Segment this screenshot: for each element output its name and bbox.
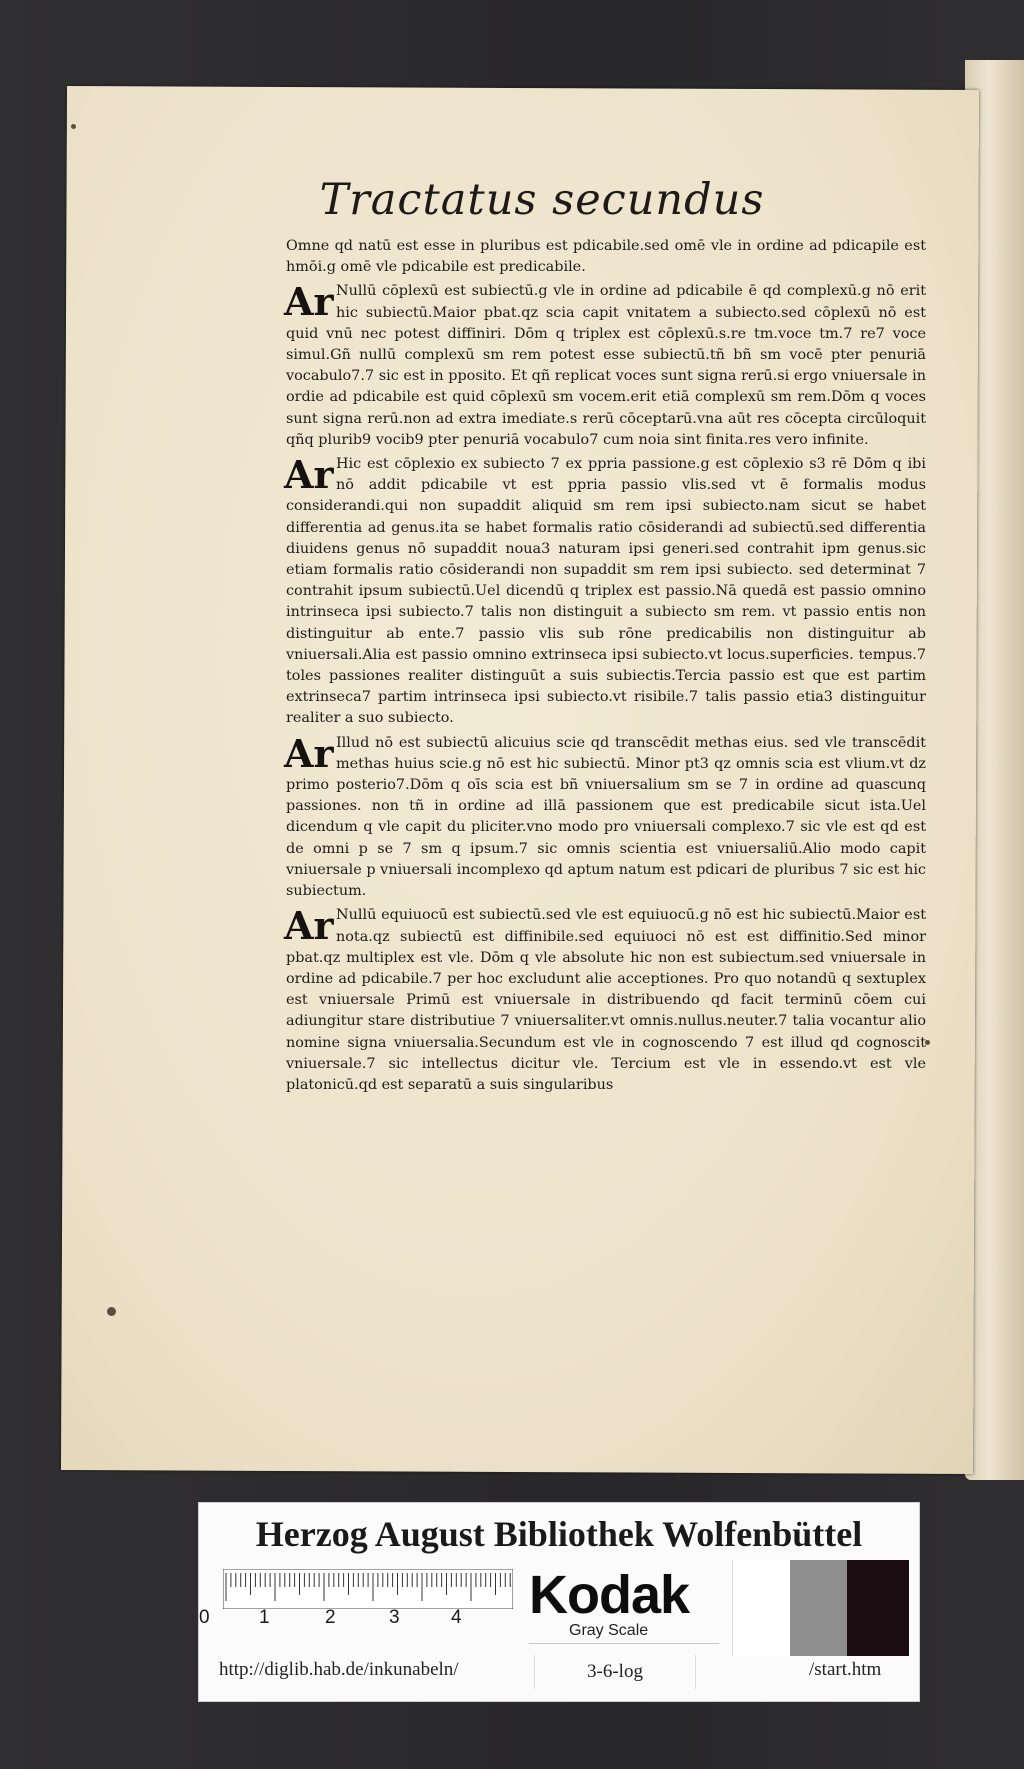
ruler-labels	[199, 1607, 489, 1631]
scale-ruler	[223, 1569, 513, 1609]
paragraph-initial: Ar	[284, 903, 334, 949]
ruler-label: 4	[451, 1607, 462, 1628]
paragraph-initial: Ar	[284, 452, 334, 498]
paragraph-text: Illud nō est subiectū alicuius scie qd transcēdit methas eius. sed vle transcēdit methas huius scie.g nō est hic subiectū. Minor pt3 qz omnis scia est vlium.vt dz primo posterio7.Dōm q oīs scia est bñ vniuersalium sm se 7 in ordine ad quascunq passiones. non tñ in ordine ad illā passionem que est predicabile sicut ista.Uel dicendum q vle capit du pliciter.vno modo pro vniuersali complexo.7 sic vle est qd est de omni p se 7 sm q ipsum.7 sic omnis scientia est vniuersaliū.Alio modo capit vniuersale p vniuersali incomplexo qd aptum natum est pdicari de pluribus 7 sic est hic subiectum.	[286, 734, 926, 900]
library-name: Herzog August Bibliothek Wolfenbüttel	[255, 1514, 863, 1554]
paragraph	[286, 236, 926, 278]
url-prefix: http://diglib.hab.de/inkunabeln/	[219, 1659, 459, 1680]
ruler-label: 0	[199, 1607, 210, 1628]
paragraph-text: Nullū equiuocū est subiectū.sed vle est equiuocū.g nō est hic subiectū.Maior est nota.qz subiectū est diffinibile.sed equiuoci nō est est diffinitio.Sed minor pbat.qz multiplex est vle. Dōm q vle absolute hic non est subiectum.sed vniuersale in ordine ad pdicabile.7 per hoc excludunt alie acceptiones. Pro quo notandū q sextuplex est vniuersale Primū est vniuersale in distribuendo qd facit terminū cōem cui adiungitur stare distributiue 7 vniuersaliter.vt omnis.nullus.neuter.7 talia vocantur alio nomine signa vniuersalia.Secundum est vle in cognoscendo 7 est illud qd cognoscit vniuersale.7 sic intellectus dicitur vle. Tercium est vle in essendo.vt est vle platonicū.qd est separatū a suis singularibus	[286, 907, 926, 1093]
paragraph-text: Nullū cōplexū est subiectū.g vle in ordine ad pdicabile ē qd complexū.g nō erit hic subiectū.Maior pbat.qz scia capit vnitatem a subiecto.sed cōplexū nō est quid vnū nec potest diffiniri. Dōm q triplex est cōplexū.s.re tm.voce tm.7 re7 voce simul.Gñ nullū complexū sm rem potest esse subiectū.tñ bñ sm vocē pter penuriā vocabulo7.7 sic est in pposito. Et qñ replicat voces sunt signa rerū.si ergo vniuersale in ordie ad pdicabile est quid cōplexū sm vocem.erit etiā complexū sm rem.Dōm q voces sunt signa rerū.non ad extra imediate.s rerū cōceptarū.vna aūt res cōcepta circūloquit qñq plurib9 vocib9 pter penuriā vocabulo7 cum noia sint finita.res vero infinite.	[286, 283, 926, 448]
divider	[529, 1643, 719, 1644]
gray-swatch-black	[847, 1560, 909, 1656]
paragraph	[286, 905, 926, 1096]
paragraph	[286, 454, 926, 730]
ruler-label: 2	[325, 1607, 336, 1628]
gray-swatch-white	[732, 1560, 791, 1656]
paragraph	[284, 730, 926, 903]
url-id: 3-6-log	[534, 1655, 696, 1689]
body-text	[286, 236, 926, 1099]
paragraph-initial: Ar	[284, 279, 334, 325]
paragraph-text: Hic est cōplexio ex subiecto 7 ex ppria passione.g est cōplexio s3 rē Dōm q ibi nō addit pdicabile vt est ppria passio vlis.sed vt ē formalis modus considerandi.qui non supaddit aliquid sm rem ipsi subiecto.nam sicut se habet differentia ad genus.ita se habet formalis ratio cōsiderandi ad subiectū.sed differentia diuidens genus nō supaddit noua3 naturam ipsi generi.sed contrahit ipm genus.sic etiam formalis ratio cōsiderandi non supaddit sm rem ipsi subiecto. sed determinat 7 contrahit ipsum subiectū.Uel dicendū q triplex est passio.Nā quedā est passio omnino intrinseca ipsi subiecto.7 talis non distinguit a subiecto sm rem. vt passio entis non distinguitur ab ente.7 passio vlis sub rōne predicabilis non distinguitur ab vniuersali.Alia est passio omnino extrinseca ipsi subiecto.vt locus.superficies. tempus.7 toles passiones realiter distinguūt a suis subiectis.Tercia passio est que est partim extrinseca7 partim intrinseca ipsi subiecto.vt risibile.7 talis passio etia3 distinguitur realiter a suo subiecto.	[286, 456, 926, 727]
gray-swatch-mid	[790, 1560, 847, 1656]
ruler-label: 1	[259, 1607, 270, 1628]
page-spot	[71, 124, 76, 129]
paragraph-initial: Ar	[284, 730, 334, 776]
ruler-label: 3	[389, 1607, 400, 1628]
paragraph-text: Omne qd natū est esse in pluribus est pdicabile.sed omē vle in ordine ad pdicapile est hmōi.g omē vle pdicabile est predicabile.	[286, 238, 926, 276]
url-suffix: /start.htm	[809, 1659, 882, 1680]
page-title: Tractatus secundus	[319, 175, 765, 225]
gray-scale-label: Gray Scale	[569, 1622, 649, 1639]
color-target-card	[198, 1502, 920, 1702]
paragraph	[286, 281, 926, 451]
page-spot	[107, 1307, 116, 1316]
brand-logo: Kodak	[529, 1565, 690, 1625]
